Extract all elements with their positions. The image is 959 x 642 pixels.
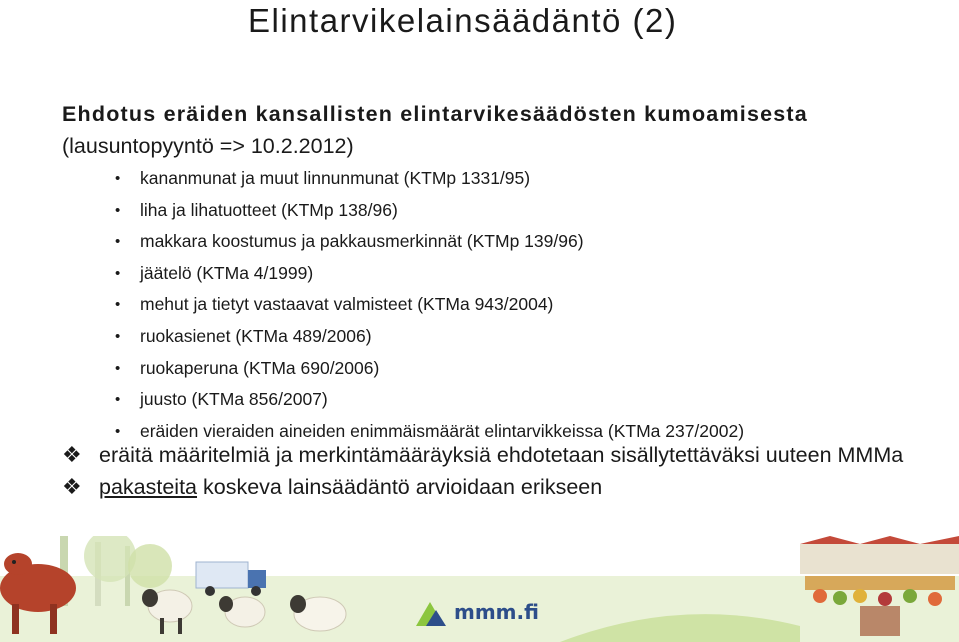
point-item: ❖ pakasteita koskeva lainsäädäntö arvioidaan erikseen xyxy=(62,472,942,502)
logo-text: mmm.fi xyxy=(454,600,539,624)
subheading-bold: Ehdotus eräiden kansallisten elintarvikesäädösten kumoamisesta xyxy=(62,102,808,126)
bullet-icon: • xyxy=(115,391,121,409)
list-item: • liha ja lihatuotteet (KTMp 138/96) xyxy=(115,195,945,227)
point-item: ❖ eräitä määritelmiä ja merkintämääräyksiä ehdotetaan sisällytettäväksi uuteen MMMa xyxy=(62,440,942,470)
key-points xyxy=(62,440,942,504)
underlined-term: pakasteita xyxy=(99,475,198,499)
diamond-bullet-icon: ❖ xyxy=(62,442,82,467)
subheading xyxy=(62,98,942,162)
list-item: • ruokasienet (KTMa 489/2006) xyxy=(115,321,945,353)
bullet-icon: • xyxy=(115,422,121,440)
bullet-icon: • xyxy=(115,201,121,219)
list-item: • makkara koostumus ja pakkausmerkinnät (KTMp 139/96) xyxy=(115,226,945,258)
regulation-list xyxy=(115,163,945,447)
bullet-icon: • xyxy=(115,233,121,251)
list-item: • kananmunat ja muut linnunmunat (KTMp 1331/95) xyxy=(115,163,945,195)
list-item: • juusto (KTMa 856/2007) xyxy=(115,384,945,416)
bullet-icon: • xyxy=(115,327,121,345)
list-item: • eräiden vieraiden aineiden enimmäismäärät elintarvikkeissa (KTMa 237/2002) xyxy=(115,416,945,448)
list-item: • jäätelö (KTMa 4/1999) xyxy=(115,258,945,290)
bullet-icon: • xyxy=(115,296,121,314)
list-item: • mehut ja tietyt vastaavat valmisteet (KTMa 943/2004) xyxy=(115,289,945,321)
slide-title: Elintarvikelainsäädäntö (2) xyxy=(248,2,678,39)
bullet-icon: • xyxy=(115,264,121,282)
list-item: • ruokaperuna (KTMa 690/2006) xyxy=(115,353,945,385)
bullet-icon: • xyxy=(115,359,121,377)
diamond-bullet-icon: ❖ xyxy=(62,474,82,499)
subheading-normal: (lausuntopyyntö => 10.2.2012) xyxy=(62,134,354,158)
bullet-icon: • xyxy=(115,170,121,187)
